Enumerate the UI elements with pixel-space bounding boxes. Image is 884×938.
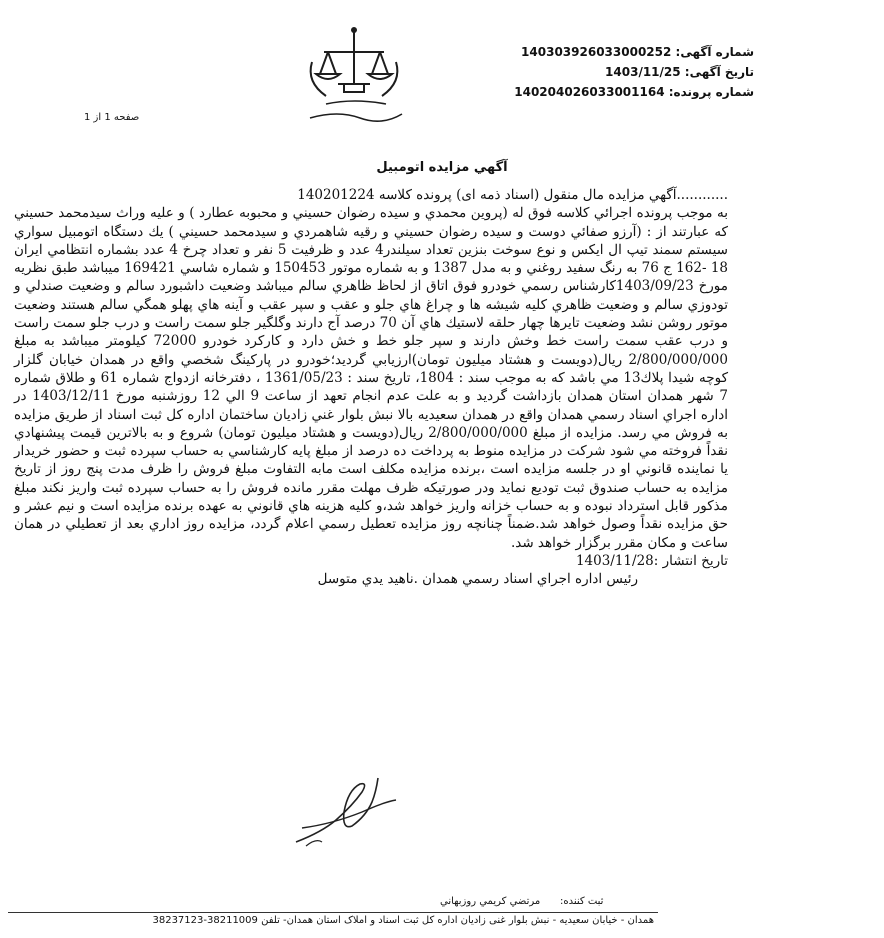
signatory-line: رئيس اداره اجراي اسناد رسمي همدان .ناهيد يدي متوسل xyxy=(317,571,638,588)
notice-main-text: به موجب پرونده اجرائي كلاسه فوق له (پروين محمدي و سيده رضوان حسيني و محبوبه عطارد ) و عليه وراث سيدمحمد حسيني كه عبارتند از : (آرزو صفائي دوست و سيده رضوان حسيني و رقيه شاهمردي و سيدمحمد حسيني ) يك دستگاه اتومبيل سواري سيستم سمند تيپ ال ايكس و نوع سوخت بنزين تعداد سيلندر4 عدد و ظرفيت 5 نفر و تعداد چرخ 4 عدد بشماره انتظامي ايران 18 -162 ج 76 به رنگ سفيد روغني و به مدل 1387 و به شماره موتور 150453 و شماره شاسي 169421 ميباشد طبق نظريه مورخ 1403/09/23كارشناس رسمي خودرو فوق اتاق از لحاظ ظاهري سالم ميباشد وضعيت داشبورد سالم و وضعيت صندلي و تودوزي سالم و وضعيت ظاهري كليه شيشه ها و چراغ هاي جلو و عقب و سپر عقب و آينه هاي پهلو همگي سالم هستند وضعيت موتور روشن نشد وضعيت تايرها چهار حلقه لاستيك هاي آن 70 درصد آج دارند وگلگير جلو سمت راست و درب جلو سمت راست و درب عقب سمت راست خط وخش دارند و سپر جلو خط و خش دارد و كاركرد خودرو 72000 كيلومتر ميباشد به مبلغ 2/800/000/000 ريال(دويست و هشتاد ميليون تومان)ارزيابي گرديد؛خودرو در پاركينگ شخصي واقع در همدان خيابان گلزار كوچه شيدا پلاك13 مي باشد كه به موجب سند : 1804، تاريخ سند : 1361/05/23 ، دفترخانه ازدواج شماره 61 و طلاق شماره 7 شهر همدان استان همدان بازداشت گرديد و به علت عدم انجام تعهد از ساعت 9 الي 12 روزشنبه مورخ 1403/12/11 در اداره اجراي اسناد رسمي همدان واقع در همدان سعيديه بالا نبش بلوار غني زاديان ساختمان اداره كل ثبت اسناد از طريق مزايده به فروش مي رسد. مزايده از مبلغ 2/800/000/000 ريال(دويست و هشتاد ميليون تومان) شروع و به بالاترين قيمت پيشنهادي نقداً فروخته مي شود شركت در مزايده منوط به پرداخت ده درصد از مبلغ پايه كارشناسي به حساب سپرده ثبت و حضور خريدار يا نماينده قانوني او در جلسه مزايده است ،برنده مزايده مكلف است مابه التفاوت مبلغ فروش را ظرف مدت پنج روز از تاريخ مزايده به حساب صندوق ثبت توديع نمايد ودر صورتيكه ظرف مهلت مقرر مانده فروش را به حساب سپرده ثبت واريز نكند مبلغ مذكور قابل استرداد نبوده و به حساب خزانه واريز خواهد شد،و كليه هزينه هاي قانوني به عهده برنده مزايده است و نيم عشر و حق مزايده نقداً وصول خواهد شد.ضمناً چنانچه روز مزايده تعطيل رسمي اعلام گردد، مزايده روز اداري بعد از تعطيلي در همان ساعت و مكان مقرر برگزار خواهد شد. xyxy=(14,205,729,551)
registrar-label: ثبت کننده: xyxy=(560,896,604,907)
notice-number: شماره آگهی: 140303926033000252 xyxy=(521,45,754,59)
document-title: آگهي مزايده اتومبيل xyxy=(376,160,508,175)
registrar-name: مرتضي كريمي روزبهاني xyxy=(440,896,541,907)
handwritten-signature xyxy=(292,772,402,850)
notice-date: تاریخ آگهی: 1403/11/25 xyxy=(605,65,754,79)
notice-meta xyxy=(514,42,754,102)
judiciary-emblem-logo xyxy=(298,22,410,132)
notice-heading-line: ............آگهي مزايده مال منقول (اسناد ذمه اى) پرونده كلاسه 140201224 xyxy=(297,187,728,203)
page-number: صفحه 1 از 1 xyxy=(84,112,140,123)
footer-address: همدان - خیابان سعیدیه - نبش بلوار غنی زادیان اداره کل ثبت اسناد و املاک استان همدان- تلفن 38211009-38237123 xyxy=(152,915,654,926)
publication-date: تاريخ انتشار :1403/11/28 xyxy=(575,552,728,569)
footer-divider xyxy=(8,912,658,913)
case-number: شماره پرونده: 140204026033001164 xyxy=(514,85,754,99)
notice-body xyxy=(14,186,728,589)
